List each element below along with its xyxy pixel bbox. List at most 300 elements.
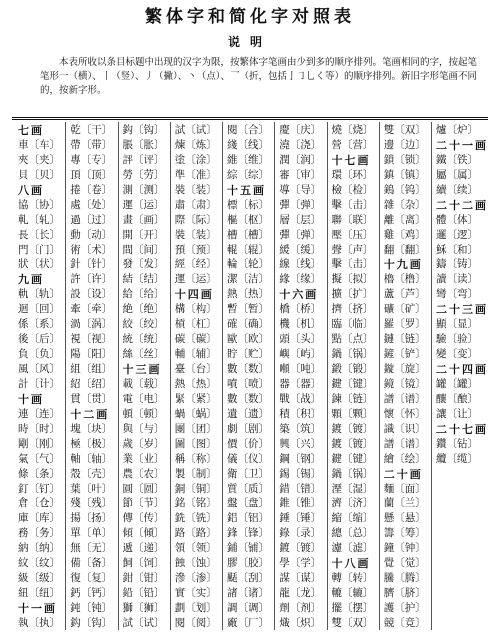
character-pair: 剛〔刚〕 <box>18 437 60 450</box>
character-pair: 爐〔炉〕 <box>436 124 478 136</box>
character-pair: 熱〔热〕 <box>227 288 269 301</box>
character-pair: 屬〔属〕 <box>436 168 478 181</box>
character-pair: 歲〔岁〕 <box>122 437 165 450</box>
character-pair: 濾〔滤〕 <box>331 542 374 555</box>
table-top-rule-inner <box>12 119 488 120</box>
character-pair: 鏟〔铲〕 <box>383 348 426 361</box>
character-pair: 裝〔装〕 <box>174 183 217 196</box>
character-pair: 雙〔双〕 <box>331 616 374 629</box>
character-pair: 慶〔庆〕 <box>279 124 322 136</box>
character-pair: 氣〔气〕 <box>18 452 60 465</box>
character-pair: 乾〔干〕 <box>70 124 113 136</box>
character-pair: 輥〔辊〕 <box>227 243 269 256</box>
character-pair: 橋〔桥〕 <box>279 303 322 316</box>
stroke-count-heading: 十五画 <box>227 183 266 197</box>
character-pair: 遺〔遗〕 <box>227 407 269 420</box>
character-pair: 圓〔圆〕 <box>122 482 165 495</box>
character-pair: 濟〔济〕 <box>331 497 374 510</box>
character-pair: 譜〔谱〕 <box>383 392 426 405</box>
character-pair: 譜〔谱〕 <box>383 437 426 450</box>
character-pair: 衛〔卫〕 <box>227 467 269 480</box>
character-pair: 紋〔纹〕 <box>18 557 60 570</box>
character-pair: 備〔备〕 <box>70 557 113 570</box>
character-pair: 紹〔绍〕 <box>70 377 113 390</box>
character-pair: 路〔路〕 <box>174 527 217 540</box>
character-pair: 圖〔图〕 <box>174 437 217 450</box>
character-pair: 視〔视〕 <box>70 333 113 346</box>
character-pair: 迴〔回〕 <box>18 303 60 316</box>
character-pair: 槓〔杠〕 <box>174 318 217 331</box>
character-pair: 鈍〔钝〕 <box>70 602 113 614</box>
stroke-count-heading: 十八画 <box>331 557 371 571</box>
character-pair: 庫〔库〕 <box>18 512 60 525</box>
character-pair: 膠〔胶〕 <box>227 557 269 570</box>
character-pair: 雜〔杂〕 <box>383 198 426 211</box>
character-pair: 蝕〔蚀〕 <box>174 557 217 570</box>
character-pair: 鍍〔镀〕 <box>331 437 374 450</box>
stroke-count-heading: 二十画 <box>383 467 423 481</box>
character-pair <box>436 585 488 600</box>
character-pair: 軌〔轨〕 <box>18 288 60 301</box>
character-pair: 彎〔弯〕 <box>436 288 478 301</box>
character-pair: 陽〔阳〕 <box>70 348 113 361</box>
character-pair: 綜〔综〕 <box>227 168 269 181</box>
character-pair: 時〔时〕 <box>18 422 60 435</box>
character-pair: 驗〔验〕 <box>436 333 478 346</box>
character-pair: 試〔试〕 <box>122 616 165 629</box>
character-pair: 蘆〔芦〕 <box>383 288 426 301</box>
character-pair: 際〔际〕 <box>174 213 217 226</box>
character-pair: 滲〔渗〕 <box>174 572 217 585</box>
character-pair: 牽〔牵〕 <box>70 303 113 316</box>
stroke-count-heading: 十三画 <box>122 363 162 376</box>
character-pair: 鑄〔铸〕 <box>436 258 478 271</box>
stroke-count-heading: 十七画 <box>331 153 371 167</box>
character-pair: 構〔构〕 <box>174 303 217 316</box>
character-pair: 鈎〔钩〕 <box>70 616 113 629</box>
character-pair: 邊〔边〕 <box>383 138 426 151</box>
character-pair: 銅〔铜〕 <box>174 482 217 495</box>
character-pair: 競〔竞〕 <box>383 616 426 629</box>
character-pair: 預〔预〕 <box>174 243 217 256</box>
page-title: 繁体字和简化字对照表 <box>145 7 355 27</box>
character-pair: 鍊〔链〕 <box>331 392 374 405</box>
character-pair: 頂〔顶〕 <box>70 168 113 181</box>
character-pair: 電〔电〕 <box>122 392 165 405</box>
character-pair: 專〔专〕 <box>70 153 113 166</box>
character-pair: 擊〔击〕 <box>331 198 374 211</box>
character-pair: 歐〔欧〕 <box>227 333 269 346</box>
character-pair: 線〔线〕 <box>279 258 322 271</box>
table-column <box>379 122 431 630</box>
character-pair: 與〔与〕 <box>122 422 165 435</box>
character-pair: 揚〔扬〕 <box>70 512 113 525</box>
character-pair: 變〔变〕 <box>436 348 478 361</box>
character-pair: 蘭〔兰〕 <box>383 497 426 510</box>
character-pair: 釘〔钉〕 <box>18 482 60 495</box>
character-pair: 緩〔缓〕 <box>279 243 322 256</box>
character-pair: 運〔运〕 <box>174 273 217 286</box>
character-pair: 讀〔读〕 <box>436 273 478 286</box>
character-pair: 殘〔残〕 <box>70 497 113 510</box>
character-pair: 葉〔叶〕 <box>70 482 113 495</box>
table-column <box>12 122 65 630</box>
character-pair: 營〔营〕 <box>331 138 374 151</box>
character-pair: 點〔点〕 <box>331 333 374 346</box>
character-pair: 槽〔槽〕 <box>227 228 269 241</box>
character-pair: 稱〔称〕 <box>174 452 217 465</box>
character-pair: 傾〔倾〕 <box>122 527 165 540</box>
character-pair: 錯〔错〕 <box>279 482 322 495</box>
character-pair: 暫〔暂〕 <box>227 303 269 316</box>
character-pair: 學〔学〕 <box>279 557 322 570</box>
character-pair: 組〔组〕 <box>70 363 113 375</box>
character-pair: 塗〔涂〕 <box>174 153 217 166</box>
character-pair: 捲〔卷〕 <box>70 183 113 196</box>
character-pair: 領〔领〕 <box>174 542 217 555</box>
character-pair: 絞〔绞〕 <box>122 318 165 331</box>
character-pair: 鎢〔钨〕 <box>383 183 426 196</box>
character-pair: 動〔动〕 <box>70 228 113 241</box>
character-pair: 樞〔枢〕 <box>227 213 269 226</box>
character-pair: 謀〔谋〕 <box>279 572 322 585</box>
stroke-count-heading: 十二画 <box>70 407 110 421</box>
character-pair: 試〔试〕 <box>174 124 217 136</box>
character-pair: 臍〔脐〕 <box>383 587 426 600</box>
character-pair: 開〔开〕 <box>122 228 165 241</box>
character-pair: 裝〔装〕 <box>174 228 217 241</box>
character-pair: 夾〔夹〕 <box>18 153 60 166</box>
character-pair: 絶〔绝〕 <box>122 303 165 316</box>
character-pair: 鐘〔钟〕 <box>383 542 426 555</box>
character-pair: 鉗〔钳〕 <box>122 572 165 585</box>
stroke-count-heading: 七画 <box>18 124 44 137</box>
character-pair: 經〔经〕 <box>174 258 217 271</box>
character-pair: 鋼〔钢〕 <box>279 452 322 465</box>
stroke-count-heading: 十四画 <box>174 288 214 302</box>
character-pair: 鑽〔钻〕 <box>436 437 478 450</box>
stroke-count-heading: 二十四画 <box>436 363 488 376</box>
character-pair: 鍍〔镀〕 <box>279 542 322 555</box>
character-pair: 綫〔线〕 <box>227 138 269 151</box>
character-pair: 單〔单〕 <box>70 527 113 540</box>
character-pair <box>436 540 488 555</box>
character-pair: 層〔层〕 <box>279 213 322 226</box>
character-pair <box>436 615 488 630</box>
stroke-count-heading: 十画 <box>18 392 44 406</box>
character-pair: 澆〔浇〕 <box>279 138 322 151</box>
character-pair: 蝸〔蜗〕 <box>174 407 217 420</box>
character-pair: 給〔给〕 <box>122 288 165 301</box>
character-pair: 鎮〔镇〕 <box>383 168 426 181</box>
character-pair: 處〔处〕 <box>70 198 113 211</box>
character-pair: 質〔质〕 <box>227 482 269 495</box>
character-pair: 極〔极〕 <box>70 437 113 450</box>
character-pair: 車〔车〕 <box>18 138 60 151</box>
character-pair: 連〔连〕 <box>18 407 60 420</box>
character-pair: 農〔农〕 <box>122 467 165 480</box>
character-pair: 邏〔逻〕 <box>436 228 478 241</box>
character-pair: 軸〔轴〕 <box>70 452 113 465</box>
character-pair <box>436 466 488 481</box>
character-pair: 顯〔显〕 <box>436 318 478 331</box>
character-pair: 係〔系〕 <box>18 318 60 331</box>
character-pair: 無〔无〕 <box>70 542 113 555</box>
character-pair: 戰〔战〕 <box>279 392 322 405</box>
character-pair: 彈〔弹〕 <box>279 198 322 211</box>
character-pair: 錐〔锥〕 <box>279 497 322 510</box>
character-pair: 發〔发〕 <box>122 258 165 271</box>
stroke-count-heading: 二十二画 <box>436 198 488 212</box>
character-pair: 貯〔贮〕 <box>227 348 269 361</box>
character-pair: 脹〔胀〕 <box>122 138 165 151</box>
table-column <box>118 122 170 630</box>
character-pair: 術〔术〕 <box>70 243 113 256</box>
character-pair: 儀〔仪〕 <box>227 452 269 465</box>
character-pair: 器〔器〕 <box>279 377 322 390</box>
character-pair: 輔〔辅〕 <box>174 348 217 361</box>
character-pair: 鋪〔铺〕 <box>227 542 269 555</box>
character-pair: 價〔价〕 <box>227 437 269 450</box>
character-pair: 勞〔劳〕 <box>122 168 165 181</box>
character-pair: 調〔调〕 <box>227 602 269 614</box>
table-column <box>431 122 488 630</box>
character-pair: 劑〔剂〕 <box>279 602 322 614</box>
character-pair: 擬〔拟〕 <box>331 273 374 286</box>
character-pair: 櫓〔橹〕 <box>383 273 426 286</box>
stroke-count-heading: 二十三画 <box>436 303 488 317</box>
character-pair: 過〔过〕 <box>70 213 113 226</box>
character-pair: 結〔结〕 <box>122 273 165 286</box>
table-column <box>170 122 222 630</box>
character-pair: 協〔协〕 <box>18 198 60 211</box>
character-pair: 臨〔临〕 <box>331 318 374 331</box>
character-pair: 總〔总〕 <box>331 527 374 540</box>
character-pair: 畫〔画〕 <box>122 213 165 226</box>
character-pair: 貫〔贯〕 <box>70 392 113 405</box>
character-table <box>12 122 488 630</box>
stroke-count-heading: 十一画 <box>18 602 57 615</box>
character-pair: 熾〔炽〕 <box>279 616 322 629</box>
character-pair: 運〔运〕 <box>122 198 165 211</box>
character-pair: 籌〔筹〕 <box>383 527 426 540</box>
character-pair: 帶〔带〕 <box>70 138 113 151</box>
character-pair: 業〔业〕 <box>122 452 165 465</box>
character-pair <box>436 570 488 585</box>
character-pair: 飼〔饲〕 <box>122 557 165 570</box>
character-pair: 溼〔湿〕 <box>331 482 374 495</box>
character-pair: 嶼〔屿〕 <box>279 348 322 361</box>
character-pair: 務〔务〕 <box>18 527 60 540</box>
character-pair: 審〔审〕 <box>279 168 322 181</box>
character-pair: 護〔护〕 <box>383 602 426 614</box>
character-pair: 銑〔铣〕 <box>174 512 217 525</box>
character-pair: 紐〔纽〕 <box>18 587 60 600</box>
character-pair: 龍〔龙〕 <box>279 587 322 600</box>
character-pair: 纜〔缆〕 <box>436 452 478 465</box>
character-pair: 計〔计〕 <box>18 377 60 390</box>
character-pair: 肅〔肃〕 <box>174 198 217 211</box>
character-pair: 鏇〔旋〕 <box>383 363 426 375</box>
character-pair: 離〔离〕 <box>383 213 426 226</box>
character-pair: 製〔制〕 <box>174 467 217 480</box>
character-pair: 塊〔块〕 <box>70 422 113 435</box>
character-pair: 緣〔缘〕 <box>279 273 322 286</box>
character-pair <box>436 600 488 615</box>
character-pair: 錫〔锡〕 <box>279 467 322 480</box>
character-pair: 頭〔头〕 <box>279 333 322 346</box>
character-pair: 貝〔贝〕 <box>18 168 60 181</box>
character-pair: 潤〔润〕 <box>279 153 322 166</box>
stroke-count-heading: 九画 <box>18 273 44 287</box>
character-pair: 緊〔紧〕 <box>174 392 217 405</box>
stroke-count-heading: 二十七画 <box>436 422 488 436</box>
character-pair: 臺〔台〕 <box>174 363 217 375</box>
character-pair: 擴〔扩〕 <box>331 288 374 301</box>
character-pair: 鍋〔锅〕 <box>331 467 374 480</box>
character-pair: 標〔标〕 <box>227 198 269 211</box>
character-pair: 騰〔腾〕 <box>383 572 426 585</box>
character-pair: 鎖〔锁〕 <box>383 153 426 166</box>
character-pair: 築〔筑〕 <box>279 422 322 435</box>
character-pair: 盤〔盘〕 <box>227 497 269 510</box>
character-pair: 羅〔罗〕 <box>383 318 426 331</box>
character-pair: 設〔设〕 <box>70 288 113 301</box>
character-pair: 納〔纳〕 <box>18 542 60 555</box>
character-pair: 體〔体〕 <box>436 213 478 226</box>
character-pair: 針〔针〕 <box>70 258 113 271</box>
character-pair: 積〔积〕 <box>279 407 322 420</box>
character-pair: 負〔负〕 <box>18 348 60 361</box>
character-pair: 錄〔录〕 <box>279 527 322 540</box>
character-pair: 雙〔双〕 <box>383 124 426 136</box>
character-pair: 興〔兴〕 <box>279 437 322 450</box>
character-pair: 銘〔铭〕 <box>174 497 217 510</box>
character-pair: 頓〔顿〕 <box>122 407 165 420</box>
character-pair: 級〔级〕 <box>18 572 60 585</box>
character-pair: 穌〔和〕 <box>436 243 478 256</box>
character-pair: 錘〔锤〕 <box>279 512 322 525</box>
character-pair: 麵〔面〕 <box>383 482 426 495</box>
character-pair: 懸〔悬〕 <box>383 512 426 525</box>
character-pair: 渦〔涡〕 <box>70 318 113 331</box>
character-pair: 風〔风〕 <box>18 363 60 375</box>
character-pair: 後〔后〕 <box>18 333 60 346</box>
stroke-count-heading: 十九画 <box>383 258 423 272</box>
character-pair: 團〔团〕 <box>174 422 217 435</box>
character-pair: 噸〔吨〕 <box>279 363 322 375</box>
character-pair: 鍵〔键〕 <box>331 452 374 465</box>
character-pair: 釀〔酿〕 <box>436 392 478 405</box>
character-pair: 機〔机〕 <box>279 318 322 331</box>
character-pair: 覺〔觉〕 <box>383 557 426 570</box>
stroke-count-heading: 八画 <box>18 183 44 197</box>
character-pair: 復〔复〕 <box>70 572 113 585</box>
character-pair: 鍛〔锻〕 <box>331 363 374 375</box>
stroke-count-heading: 二十一画 <box>436 138 488 152</box>
character-pair: 測〔测〕 <box>122 183 165 196</box>
character-pair: 壓〔压〕 <box>331 228 374 241</box>
character-pair: 轉〔转〕 <box>331 572 374 585</box>
character-pair: 讓〔让〕 <box>436 407 478 420</box>
character-pair: 碳〔碳〕 <box>174 333 217 346</box>
character-pair: 數〔数〕 <box>227 392 269 405</box>
character-pair: 倉〔仓〕 <box>18 497 60 510</box>
character-pair: 環〔环〕 <box>331 168 374 181</box>
character-pair: 獅〔狮〕 <box>122 602 165 614</box>
character-pair: 繪〔绘〕 <box>383 452 426 465</box>
character-pair: 鋁〔铝〕 <box>227 512 269 525</box>
character-pair: 礦〔矿〕 <box>383 303 426 316</box>
character-pair: 續〔续〕 <box>436 183 478 196</box>
character-pair: 劇〔剧〕 <box>227 422 269 435</box>
section-heading: 说明 <box>227 35 272 49</box>
character-pair <box>436 555 488 570</box>
character-pair: 颳〔刮〕 <box>227 572 269 585</box>
character-pair: 狀〔状〕 <box>18 258 60 271</box>
character-pair: 鉛〔铅〕 <box>122 587 165 600</box>
character-pair: 鍵〔键〕 <box>331 377 374 390</box>
character-pair <box>436 495 488 510</box>
character-pair: 閱〔合〕 <box>227 124 269 136</box>
character-pair: 絲〔丝〕 <box>122 348 165 361</box>
character-pair: 擊〔击〕 <box>331 258 374 271</box>
character-pair: 統〔统〕 <box>122 333 165 346</box>
character-pair: 門〔门〕 <box>18 243 60 256</box>
character-pair: 懷〔怀〕 <box>383 407 426 420</box>
character-pair: 翻〔翻〕 <box>383 243 426 256</box>
character-pair: 許〔许〕 <box>70 273 113 286</box>
character-pair: 鋒〔锋〕 <box>227 527 269 540</box>
stroke-count-heading: 十六画 <box>279 288 319 302</box>
character-pair: 鈣〔钙〕 <box>70 587 113 600</box>
table-column <box>274 122 326 630</box>
character-pair: 鏈〔链〕 <box>383 333 426 346</box>
character-pair: 傳〔传〕 <box>122 512 165 525</box>
character-pair: 燒〔烧〕 <box>331 124 374 136</box>
character-pair: 聯〔联〕 <box>331 213 374 226</box>
character-pair: 檢〔检〕 <box>331 183 374 196</box>
character-pair: 鍋〔锅〕 <box>331 348 374 361</box>
character-pair: 煉〔炼〕 <box>174 138 217 151</box>
character-pair: 擠〔挤〕 <box>331 303 374 316</box>
character-pair: 鍍〔镀〕 <box>331 422 374 435</box>
character-pair: 執〔执〕 <box>18 616 60 629</box>
character-pair: 節〔节〕 <box>122 497 165 510</box>
character-pair: 實〔实〕 <box>174 587 217 600</box>
character-pair: 雞〔鸡〕 <box>383 228 426 241</box>
character-pair: 間〔间〕 <box>122 243 165 256</box>
character-pair: 彈〔弹〕 <box>279 228 322 241</box>
character-pair: 擺〔摆〕 <box>331 602 374 614</box>
intro-paragraph: 本表所收以条目标题中出现的汉字为限，按繁体字笔画由少到多的顺序排列。笔画相同的字，按起笔笔形一（横）、丨（竖）、丿（撇）、丶（点）、乛（折，包括亅㇆乚く等）的顺序排列。新旧字形笔画不同的，按新字形。 <box>40 57 478 96</box>
table-column <box>327 122 379 630</box>
character-pair <box>436 481 488 496</box>
character-pair <box>436 525 488 540</box>
character-pair: 鈎〔钩〕 <box>122 124 165 136</box>
character-pair: 輪〔轮〕 <box>227 258 269 271</box>
character-pair: 潔〔洁〕 <box>227 273 269 286</box>
character-pair: 縮〔缩〕 <box>331 512 374 525</box>
character-pair: 劃〔划〕 <box>174 602 217 614</box>
character-pair: 識〔识〕 <box>383 422 426 435</box>
character-pair: 罐〔罐〕 <box>436 377 478 390</box>
character-pair: 長〔长〕 <box>18 228 60 241</box>
table-top-rule <box>12 117 488 118</box>
character-pair: 條〔条〕 <box>18 467 60 480</box>
character-pair: 顆〔颗〕 <box>331 407 374 420</box>
character-pair: 載〔载〕 <box>122 377 165 390</box>
